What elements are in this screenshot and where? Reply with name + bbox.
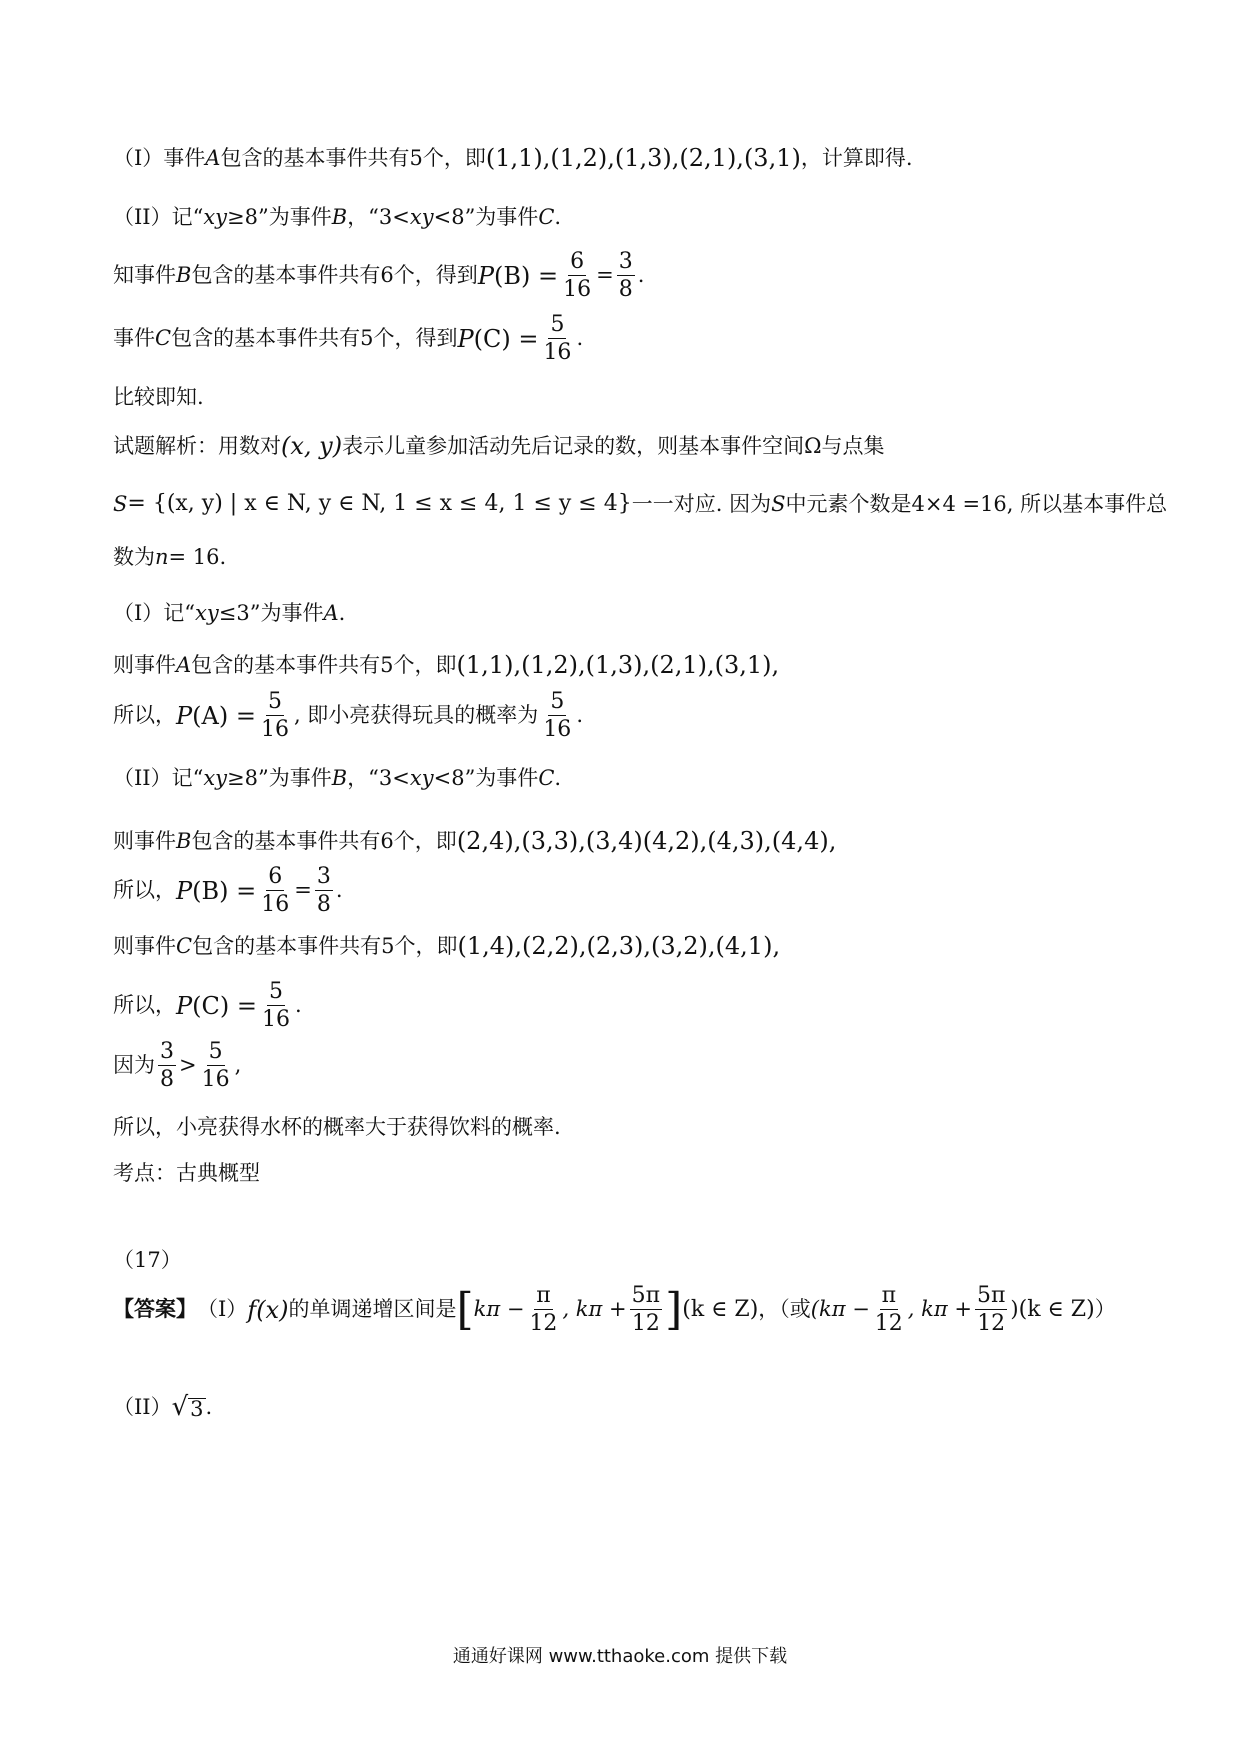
line-8: 数为 n = 16. xyxy=(113,545,227,569)
fraction: $\frac{5}{16}$ xyxy=(261,979,290,1033)
fraction: $\frac{5\pi}{12}$ xyxy=(631,1283,661,1337)
fraction: $\frac{\pi}{12}$ xyxy=(529,1283,558,1337)
line-20: （17） xyxy=(113,1248,182,1272)
line-21: 【答案】 （I） f (x) 的单调递增区间是 [ kπ − $\frac{\pi}{12}$ , kπ + $\frac{5\pi}{12}$ ] (k ∈ Z) ，（或 (kπ − $\frac{\pi}{12}$ , kπ + $\frac{5\pi}{12}$ ) (k ∈ Z) ） xyxy=(113,1283,1116,1337)
fraction: $\frac{5}{16}$ xyxy=(543,312,572,366)
line-3: 知事件 B 包含的基本事件共有6个，得到 P (B) = $\frac{6}{16}$ = $\frac{3}{8}$ . xyxy=(113,249,645,303)
fraction: $\frac{3}{8}$ xyxy=(316,864,331,918)
footer: 通通好课网 www.tthaoke.com 提供下载 xyxy=(452,1646,788,1667)
line-15: 则事件 C 包含的基本事件共有5个，即 (1,4),(2,2),(2,3),(3,2),(4,1), xyxy=(113,932,781,960)
fraction: $\frac{5\pi}{12}$ xyxy=(976,1283,1006,1337)
line-4: 事件 C 包含的基本事件共有5个，得到 P (C) = $\frac{5}{16}$ . xyxy=(113,312,584,366)
line-17: 因为 $\frac{3}{8}$ > $\frac{5}{16}$ , xyxy=(113,1039,242,1093)
line-19: 考点：古典概型 xyxy=(113,1161,260,1185)
fraction: $\frac{6}{16}$ xyxy=(563,249,592,303)
line-10: 则事件 A 包含的基本事件共有5个，即 (1,1),(1,2),(1,3),(2,1),(3,1), xyxy=(113,651,780,679)
line-9: （I）记“ xy ≤3”为事件 A . xyxy=(113,601,346,625)
line-6: 试题解析：用数对 (x, y) 表示儿童参加活动先后记录的数，则基本事件空间Ω与点集 xyxy=(113,432,885,460)
line-2: （II）记“ xy ≥8”为事件 B ，“3< xy <8”为事件 C . xyxy=(113,205,562,229)
line-14: 所以， P (B) = $\frac{6}{16}$ = $\frac{3}{8}$ . xyxy=(113,864,343,918)
line-16: 所以， P (C) = $\frac{5}{16}$ . xyxy=(113,979,302,1033)
fraction: $\frac{3}{8}$ xyxy=(618,249,633,303)
fraction: $\frac{5}{16}$ xyxy=(201,1039,230,1093)
fraction: $\frac{\pi}{12}$ xyxy=(874,1283,903,1337)
line-7: S = {(x, y) | x ∈ N, y ∈ N, 1 ≤ x ≤ 4, 1 ≤ y ≤ 4} 一一对应. 因为 S 中元素个数是4×4 =16, 所以基本事件总 xyxy=(113,491,1168,516)
line-18: 所以，小亮获得水杯的概率大于获得饮料的概率. xyxy=(113,1115,561,1139)
line-22: （II） √ 3 . xyxy=(113,1392,213,1422)
fraction: $\frac{3}{8}$ xyxy=(160,1039,174,1093)
fraction: $\frac{5}{16}$ xyxy=(260,689,289,743)
line-13: 则事件 B 包含的基本事件共有6个，即 (2,4),(3,3),(3,4)(4,2),(4,3),(4,4), xyxy=(113,827,837,855)
fraction: $\frac{5}{16}$ xyxy=(543,689,572,743)
line-5: 比较即知. xyxy=(113,385,204,409)
line-1: （I）事件 A 包含的基本事件共有5个，即 (1,1),(1,2),(1,3),(2,1),(3,1) ，计算即得. xyxy=(113,144,913,172)
line-12: （II）记“ xy ≥8”为事件 B ，“3< xy <8”为事件 C . xyxy=(113,766,562,790)
square-root: √ 3 xyxy=(171,1392,204,1422)
fraction: $\frac{6}{16}$ xyxy=(261,864,290,918)
line-11: 所以， P (A) = $\frac{5}{16}$ , 即小亮获得玩具的概率为 $\frac{5}{16}$ . xyxy=(113,689,583,743)
